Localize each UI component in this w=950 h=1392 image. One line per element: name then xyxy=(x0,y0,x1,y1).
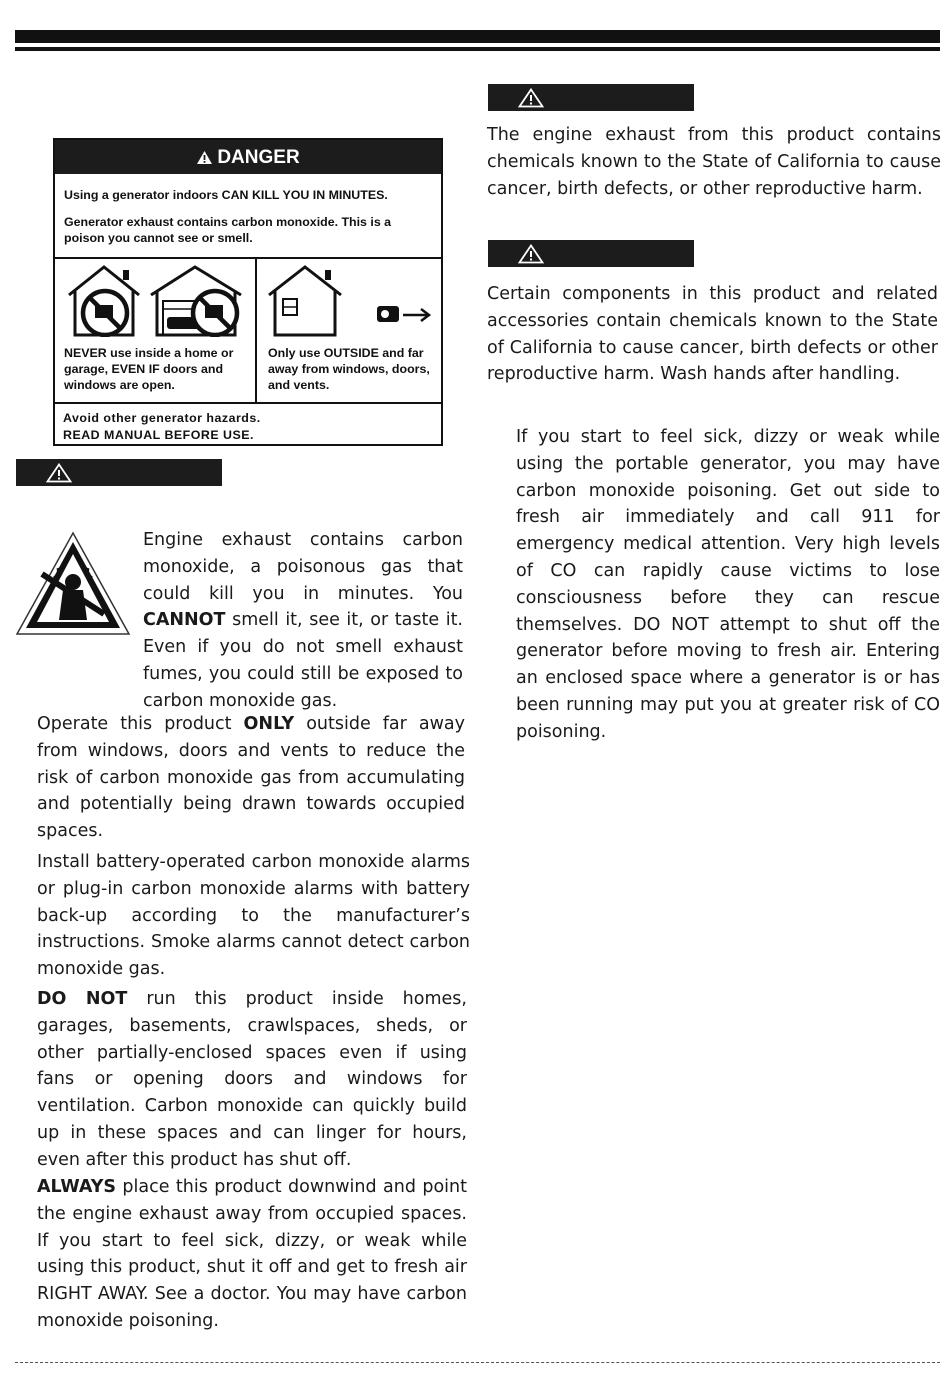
prop65-warning-header xyxy=(488,84,694,111)
warning-triangle-icon xyxy=(46,463,72,483)
danger-title: DANGER xyxy=(55,140,441,174)
prop65-components-paragraph: Certain components in this product and related accessories contain chemicals known to the State of California to cause cancer, birth defects or other reproductive harm. Wash hands after handling. xyxy=(487,284,938,385)
divider xyxy=(55,257,441,259)
always-downwind-paragraph: ALWAYS place this product downwind and point the engine exhaust away from occupied spaces. If you start to feel sick, dizzy, or weak while using this product, shut it off and get to fresh air RIGHT AWAY. See a doctor. You may have carbon monoxide poisoning. xyxy=(37,1177,467,1331)
prop65-exhaust-paragraph: The engine exhaust from this product contains chemicals known to the State of California to cause cancer, birth defects, or other reproductive harm. xyxy=(487,125,941,199)
danger-label xyxy=(53,138,443,446)
co-alarm-paragraph: Install battery-operated carbon monoxide alarms or plug-in carbon monoxide alarms with battery back-up according to the manufacturer’s instructions. Smoke alarms cannot detect carbon monoxide gas. xyxy=(37,852,470,980)
divider xyxy=(255,259,257,404)
house-outside-icon xyxy=(265,263,355,337)
page-bottom-rule xyxy=(15,1362,940,1363)
operate-outside-paragraph: Operate this product ONLY outside far away from windows, doors and vents to reduce the risk of carbon monoxide gas from accumulating and potentially being drawn towards occupied spaces. xyxy=(37,714,465,842)
warning-triangle-icon xyxy=(518,88,544,108)
warning-triangle-icon xyxy=(518,244,544,264)
carbon-monoxide-hazard-icon xyxy=(14,530,132,638)
only-outside-text: Only use OUTSIDE and far away from windows, doors, and vents. xyxy=(268,346,430,392)
co-intro-paragraph: Engine exhaust contains carbon monoxide, a poisonous gas that could kill you in minutes. You CANNOT smell it, see it, or taste it. Even if you do not smell exhaust fumes, you could still be exposed to carbon monoxide gas. xyxy=(143,530,463,711)
never-text: NEVER use inside a home or garage, EVEN IF doors and windows are open. xyxy=(64,346,234,392)
header-rule-thin xyxy=(15,47,940,51)
header-rule-thick xyxy=(15,30,940,43)
garage-no-generator-icon xyxy=(147,263,247,337)
do-not-run-inside-paragraph: DO NOT run this product inside homes, garages, basements, crawlspaces, sheds, or other partially-enclosed spaces even if using fans or opening doors and windows for ventilation. Carbon monoxide can quickly build up in these spaces and can linger for hours, even after this product has shut off. xyxy=(37,989,467,1170)
danger-line-1: Using a generator indoors CAN KILL YOU IN MINUTES. xyxy=(64,188,388,202)
prop65-warning-header xyxy=(488,240,694,267)
footer-line-1: Avoid other generator hazards. xyxy=(63,411,261,425)
co-symptoms-paragraph: If you start to feel sick, dizzy or weak while using the portable generator, you may have carbon monoxide poisoning. Get out side to fresh air immediately and call 911 for emergency medical attention. Very high levels of CO can rapidly cause victims to lose consciousness before they can rescue themselves. DO NOT attempt to shut off the generator before moving to fresh air. Entering an enclosed space where a generator is or has been running may put you at greater risk of CO poisoning. xyxy=(516,427,940,742)
divider xyxy=(55,402,441,404)
house-no-generator-icon xyxy=(65,263,143,337)
generator-arrow-icon xyxy=(373,300,435,330)
warning-header xyxy=(16,459,222,486)
warning-triangle-icon xyxy=(196,150,213,165)
danger-line-2: Generator exhaust contains carbon monoxide. This is a poison you cannot see or smell. xyxy=(64,215,392,245)
footer-line-2: READ MANUAL BEFORE USE. xyxy=(63,428,254,442)
